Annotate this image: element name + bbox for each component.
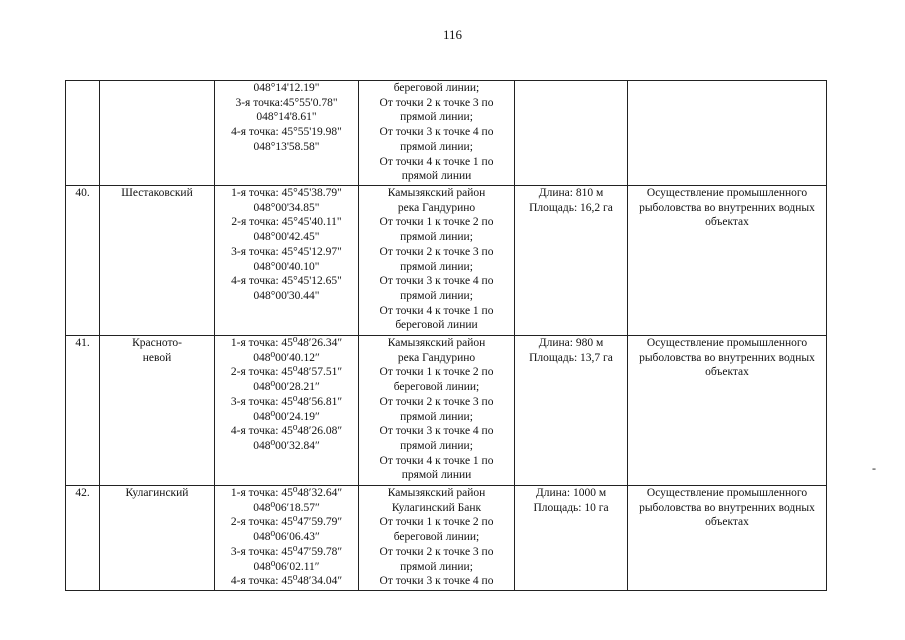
length-value: Длина: 1000 м [535,487,607,499]
boundary-line: прямой линии; [400,439,473,452]
coord-line: 1-я точка: 45⁰48′32.64″ [230,487,343,499]
boundary-line: береговой линии; [393,531,480,544]
boundary-line: От точки 3 к точке 4 по [379,575,494,588]
boundary-line: От точки 3 к точке 4 по [379,126,494,139]
area-value: Площадь: 10 га [533,501,609,514]
boundary-line: От точки 3 к точке 4 по [379,275,494,288]
length-value: Длина: 980 м [538,337,604,349]
name-cell: Шестаковский [100,186,215,336]
boundary-line: От точки 3 к точке 4 по [379,425,494,438]
coord-line: 048°00'42.45" [253,231,320,244]
fishing-sites-table [65,80,827,591]
boundary-line: прямой линии; [400,410,473,423]
boundary-line: От точки 4 к точке 1 по [379,304,494,317]
coord-line: 048⁰00′40.12″ [253,351,320,364]
table-row-41 [66,336,827,486]
coords-cell [215,81,359,186]
coord-line: 4-я точка: 45°45'12.65" [231,275,342,288]
size-cell [515,81,628,186]
coord-line: 048⁰00′24.19″ [253,410,320,423]
coord-line: 4-я точка: 45°55'19.98" [231,126,342,139]
name-line: невой [142,351,172,364]
coord-line: 048°14'8.61" [256,111,317,124]
coord-line: 2-я точка: 45°45'40.11" [231,216,342,229]
coord-line: 3-я точка: 45°45'12.97" [231,245,342,258]
boundary-line: прямой линии [401,469,472,482]
boundary-line: река Гандурино [397,201,476,214]
coords-cell [215,336,359,486]
coord-line: 3-я точка: 45⁰47′59.78″ [230,545,343,558]
coord-line: 048°00'34.85" [253,201,320,214]
num-cell: 42. [66,486,100,591]
area-value: Площадь: 13,7 га [529,351,613,364]
boundary-line: От точки 2 к точке 3 по [379,245,494,258]
purpose-cell: Осуществление промышленного рыболовства во внутренних водных объектах [628,336,827,486]
purpose-cell: Осуществление промышленного рыболовства во внутренних водных объектах [628,186,827,336]
boundary-line: прямой линии [401,170,472,183]
table-row-continuation [66,81,827,186]
boundary-line: прямой линии; [400,111,473,124]
coord-line: 3-я точка: 45⁰48′56.81″ [230,395,343,408]
coord-line: 1-я точка: 45⁰48′26.34″ [230,337,343,349]
boundary-line: От точки 4 к точке 1 по [379,454,494,467]
coord-line: 048°00'30.44" [253,289,320,302]
coords-cell [215,486,359,591]
coord-line: 1-я точка: 45°45'38.79" [231,187,342,199]
coord-line: 3-я точка:45°55'0.78" [235,96,338,109]
boundary-line: прямой линии; [400,289,473,302]
size-cell [515,336,628,486]
coord-line: 048⁰00′28.21″ [253,381,320,394]
table-row-40 [66,186,827,336]
boundary-line: прямой линии; [400,140,473,153]
coord-line: 048⁰06′06.43″ [253,531,320,544]
purpose-cell [628,81,827,186]
coord-line: 048⁰06′02.11″ [253,560,320,573]
boundary-line: От точки 2 к точке 3 по [379,96,494,109]
boundary-line: береговой линии; [393,381,480,394]
boundary-cell [359,186,515,336]
boundary-line: прямой линии; [400,231,473,244]
coord-line: 048°13'58.58" [253,140,320,153]
boundary-line: От точки 1 к точке 2 по [379,366,494,379]
coord-line: 048⁰06′18.57″ [253,501,320,514]
boundary-cell [359,81,515,186]
boundary-line: От точки 1 к точке 2 по [379,516,494,529]
coord-line: 4-я точка: 45⁰48′26.08″ [230,425,343,438]
coord-line: 048°00'40.10" [253,260,320,273]
size-cell [515,186,628,336]
length-value: Длина: 810 м [538,187,604,199]
name-line: Красното- [132,337,182,349]
page-number: 116 [442,27,463,42]
boundary-line: От точки 2 к точке 3 по [379,545,494,558]
boundary-line: прямой линии; [400,560,473,573]
coord-line: 4-я точка: 45⁰48′34.04″ [230,575,343,588]
boundary-line: От точки 1 к точке 2 по [379,216,494,229]
num-cell [66,81,100,186]
num-cell: 41. [66,336,100,486]
coord-line: 2-я точка: 45⁰48′57.51″ [230,366,343,379]
boundary-cell [359,486,515,591]
coord-line: 2-я точка: 45⁰47′59.79″ [230,516,343,529]
boundary-line: От точки 2 к точке 3 по [379,395,494,408]
num-cell: 40. [66,186,100,336]
coord-line: 048°14'12.19" [253,82,320,94]
size-cell [515,486,628,591]
boundary-line: Камызякский район [387,487,486,499]
stray-mark: - [872,461,876,475]
area-value: Площадь: 16,2 га [529,201,613,214]
purpose-cell: Осуществление промышленного рыболовства во внутренних водных объектах [628,486,827,591]
boundary-cell [359,336,515,486]
name-cell: Кулагинский [100,486,215,591]
coords-cell [215,186,359,336]
boundary-line: береговой линии; [393,82,480,94]
boundary-line: Кулагинский Банк [391,501,482,514]
boundary-line: Камызякский район [387,187,486,199]
coord-line: 048⁰00′32.84″ [253,439,320,452]
boundary-line: Камызякский район [387,337,486,349]
boundary-line: река Гандурино [397,351,476,364]
table-row-42 [66,486,827,591]
boundary-line: От точки 4 к точке 1 по [379,155,494,168]
boundary-line: прямой линии; [400,260,473,273]
boundary-line: береговой линии [395,319,478,332]
name-cell [100,336,215,486]
name-cell [100,81,215,186]
